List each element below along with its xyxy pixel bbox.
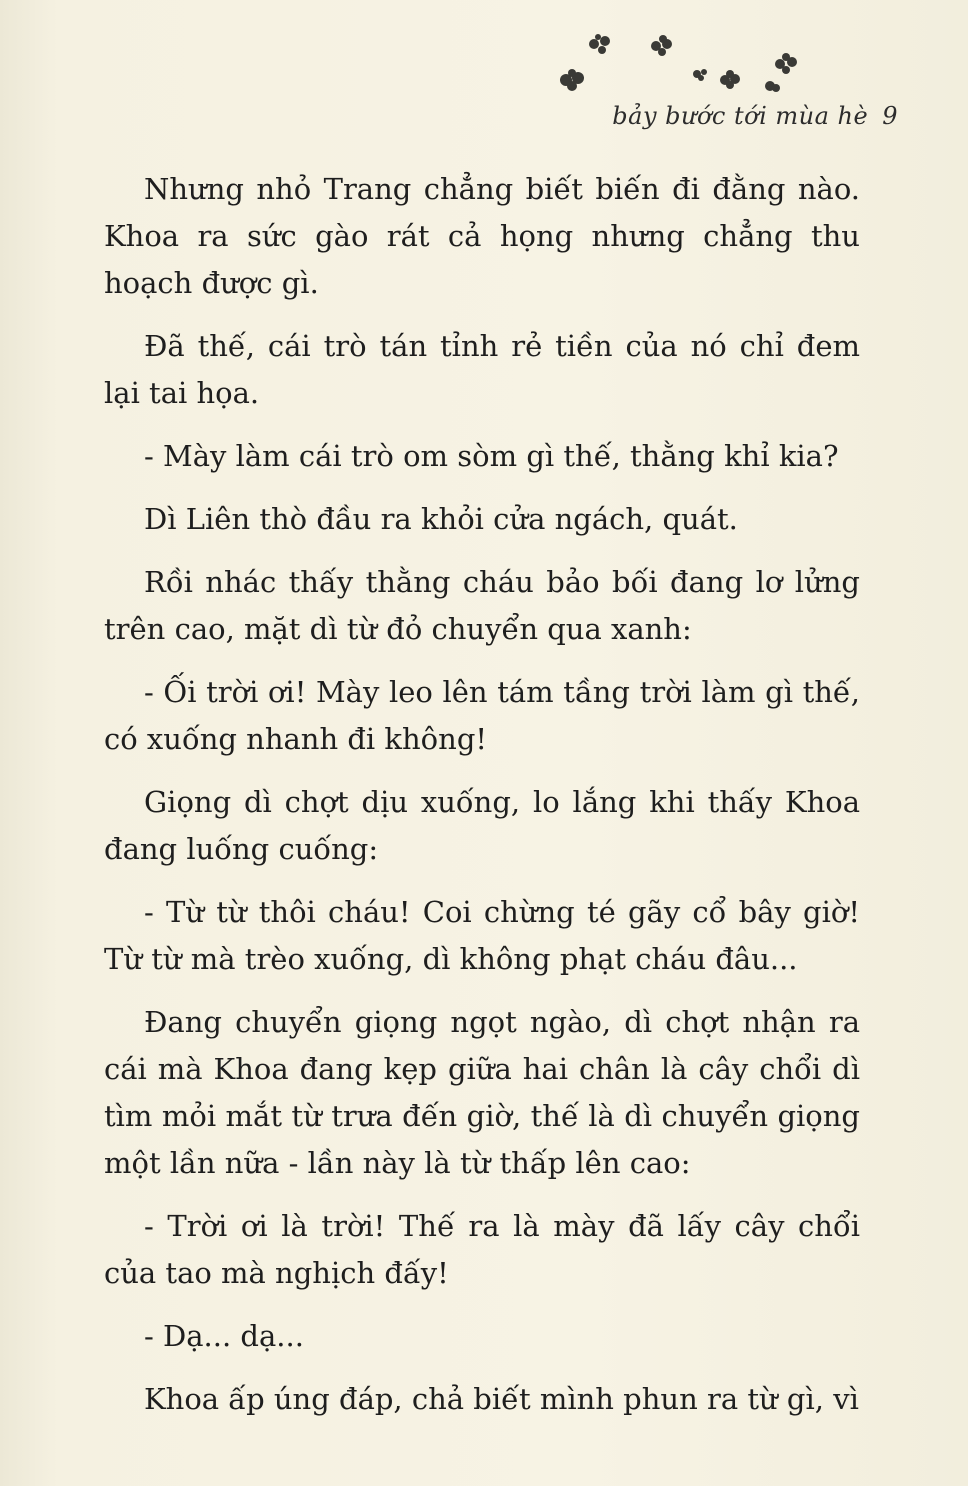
paragraph: - Mày làm cái trò om sòm gì thế, thằng khỉ kia? bbox=[144, 439, 839, 473]
paragraph: Đã thế, cái trò tán tỉnh rẻ tiền của nó chỉ đem lại tai họa. bbox=[104, 329, 860, 410]
body-text bbox=[104, 166, 860, 1439]
paragraph: - Ối trời ơi! Mày leo lên tám tầng trời làm gì thế, có xuống nhanh đi không! bbox=[104, 675, 860, 756]
paragraph: Khoa ấp úng đáp, chả biết mình phun ra từ gì, vì bbox=[144, 1382, 859, 1416]
paragraph: Dì Liên thò đầu ra khỏi cửa ngách, quát. bbox=[144, 502, 738, 536]
page-number: 9 bbox=[882, 102, 898, 130]
flower-icon bbox=[765, 81, 780, 92]
flower-icon bbox=[560, 69, 584, 91]
book-title: bảy bước tới mùa hè bbox=[612, 102, 869, 130]
paragraph: Nhưng nhỏ Trang chẳng biết biến đi đằng nào. Khoa ra sức gào rát cả họng nhưng chẳng thu hoạch được gì. bbox=[104, 172, 860, 300]
paragraph: - Từ từ thôi cháu! Coi chừng té gãy cổ bây giờ! Từ từ mà trèo xuống, dì không phạt cháu đâu... bbox=[104, 895, 860, 976]
paragraph: Đang chuyển giọng ngọt ngào, dì chợt nhận ra cái mà Khoa đang kẹp giữa hai chân là cây chổi dì tìm mỏi mắt từ trưa đến giờ, thế là dì chuyển giọng một lần nữa - lần này là từ thấp lên cao: bbox=[104, 1005, 860, 1180]
paragraph: Rồi nhác thấy thằng cháu bảo bối đang lơ lửng trên cao, mặt dì từ đỏ chuyển qua xanh: bbox=[104, 565, 860, 646]
running-header bbox=[612, 102, 898, 130]
flower-icon bbox=[720, 70, 740, 89]
paragraph: - Dạ... dạ... bbox=[144, 1319, 304, 1353]
paragraph: - Trời ơi là trời! Thế ra là mày đã lấy cây chổi của tao mà nghịch đấy! bbox=[104, 1209, 860, 1290]
flower-ornament bbox=[0, 0, 968, 110]
flower-icon bbox=[693, 69, 707, 81]
flower-icon bbox=[775, 53, 797, 74]
flower-icon bbox=[651, 35, 672, 56]
flower-icon bbox=[589, 34, 610, 54]
paragraph: Giọng dì chợt dịu xuống, lo lắng khi thấy Khoa đang luống cuống: bbox=[104, 785, 860, 866]
